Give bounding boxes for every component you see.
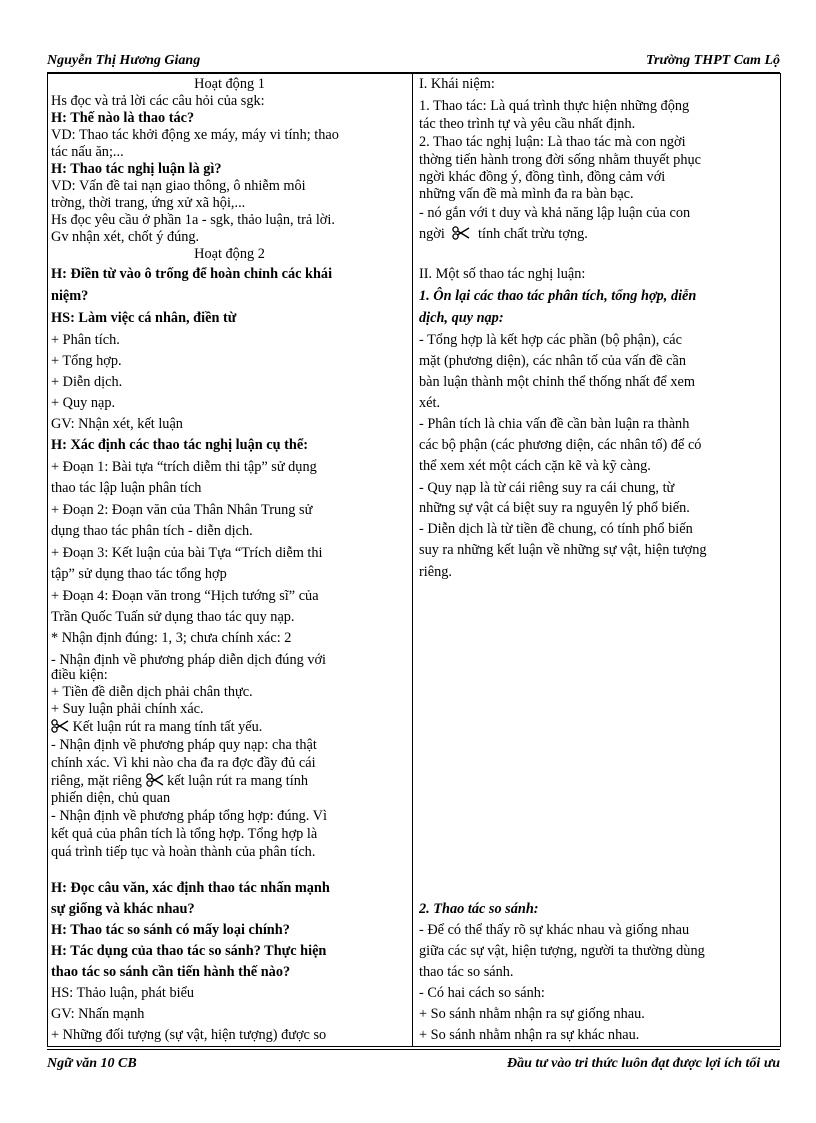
text-line: tập” sử dụng thao tác tổng hợp [51, 566, 227, 582]
footer-motto: Đầu tư vào tri thức luôn đạt được lợi ích tối ưu [507, 1056, 780, 1071]
text-line: + Đoạn 3: Kết luận của bài Tựa “Trích diễm thi [51, 545, 323, 561]
text-line: chính xác. Vì khi nào cha đa ra đợc đầy đủ cái [51, 755, 316, 771]
text-line: trờng, thời trang, ứng xử xã hội,... [51, 195, 246, 211]
column-divider [412, 74, 413, 1046]
text-line: - Nhận định về phương pháp quy nạp: cha thật [51, 737, 317, 753]
page-header [47, 53, 780, 71]
text-line: phiến diện, chủ quan [51, 790, 171, 806]
text-fragment: kết luận rút ra mang tính [167, 773, 309, 789]
subsection-heading: dịch, quy nạp: [419, 310, 504, 326]
footer-rule [47, 1049, 780, 1050]
question-line: H: Đọc câu văn, xác định thao tác nhấn mạnh [51, 880, 330, 896]
text-line: + Tổng hợp. [51, 353, 122, 369]
question-line: H: Thao tác so sánh có mấy loại chính? [51, 922, 290, 938]
page-footer [47, 1056, 780, 1074]
text-line: bàn luận thành một chỉnh thể thống nhất để xem [419, 374, 695, 390]
text-line: VD: Thao tác khởi động xe máy, máy vi tính; thao [51, 127, 339, 143]
text-line [419, 226, 777, 243]
footer-subject: Ngữ văn 10 CB [47, 1056, 137, 1071]
text-line [51, 719, 408, 736]
text-line: thao tác lập luận phân tích [51, 480, 202, 496]
question-line: HS: Làm việc cá nhân, điền từ [51, 310, 237, 326]
text-line: mặt (phương diện), các nhân tố của vấn đề cần [419, 353, 686, 369]
lesson-table [47, 73, 781, 1047]
question-line: thao tác so sánh cần tiến hành thế nào? [51, 964, 291, 980]
section-heading: I. Khái niệm: [419, 76, 495, 92]
activity-1-title: Hoạt động 1 [194, 76, 265, 92]
text-line: - Phân tích là chia vấn đề cần bàn luận ra thành [419, 416, 690, 432]
text-line: + Những đối tượng (sự vật, hiện tượng) được so [51, 1027, 327, 1043]
text-line: + Quy nạp. [51, 395, 116, 411]
text-line: - Diễn dịch là từ tiền đề chung, có tính phổ biến [419, 521, 693, 537]
subsection-heading: 2. Thao tác so sánh: [419, 901, 539, 917]
text-line: những vấn đề mà mình đa ra bàn bạc. [419, 186, 634, 202]
content-column [419, 74, 777, 1046]
text-line: VD: Vấn đề tai nạn giao thông, ô nhiễm môi [51, 178, 306, 194]
question-line: H: Thế nào là thao tác? [51, 110, 195, 126]
text-line: tác nấu ăn;... [51, 144, 124, 160]
text-line: + Diễn dịch. [51, 374, 123, 390]
text-line: Hs đọc yêu cầu ở phần 1a - sgk, thảo luận, trả lời. [51, 212, 335, 228]
text-line: 2. Thao tác nghị luận: Là thao tác mà con ngời [419, 134, 686, 150]
text-line: + Đoạn 1: Bài tựa “trích diễm thi tập” sử dụng [51, 459, 317, 475]
section-heading: II. Một số thao tác nghị luận: [419, 266, 586, 282]
scissors-icon [146, 773, 164, 787]
text-line: + Suy luận phải chính xác. [51, 701, 204, 717]
text-line: riêng. [419, 564, 452, 580]
text-fragment: ngời [419, 226, 445, 242]
question-line: niệm? [51, 288, 89, 304]
text-line: giữa các sự vật, hiện tượng, người ta thường dùng [419, 943, 705, 959]
text-line: - Nhận định về phương pháp tổng hợp: đúng. Vì [51, 808, 327, 824]
text-line: Trần Quốc Tuấn sử dụng thao tác quy nạp. [51, 609, 295, 625]
text-line: - Nhận định về phương pháp diễn dịch đúng với [51, 652, 327, 668]
text-line: Hs đọc và trả lời các câu hỏi của sgk: [51, 93, 265, 109]
question-line: H: Thao tác nghị luận là gì? [51, 161, 222, 177]
subsection-heading: 1. Ôn lại các thao tác phân tích, tổng hợp, diễn [419, 288, 697, 304]
text-line: GV: Nhấn mạnh [51, 1006, 145, 1022]
text-line: * Nhận định đúng: 1, 3; chưa chính xác: 2 [51, 630, 292, 646]
text-line: 1. Thao tác: Là quá trình thực hiện những động [419, 98, 690, 114]
conclusion-text: Kết luận rút ra mang tính tất yếu. [72, 719, 263, 735]
text-line: thể xem xét một cách cặn kẽ và kỹ càng. [419, 458, 651, 474]
text-line: + Đoạn 4: Đoạn văn trong “Hịch tướng sĩ” của [51, 588, 319, 604]
text-line: kết quả của phân tích là tổng hợp. Tổng hợp là [51, 826, 318, 842]
text-line: ngời khác đồng ý, đồng tình, đồng cảm với [419, 169, 666, 185]
question-line: H: Tác dụng của thao tác so sánh? Thực hiện [51, 943, 327, 959]
activity-2-title: Hoạt động 2 [194, 246, 265, 262]
text-line: HS: Thảo luận, phát biểu [51, 985, 195, 1001]
text-line: điều kiện: [51, 667, 108, 683]
text-fragment: riêng, mặt riêng [51, 773, 142, 789]
scissors-icon [452, 226, 470, 240]
text-line: suy ra những kết luận về những sự vật, hiện tượng [419, 542, 707, 558]
text-line: - Có hai cách so sánh: [419, 985, 545, 1001]
text-line [51, 773, 408, 790]
text-fragment: tính chất trừu tợng. [478, 226, 588, 242]
text-line: - nó gắn với t duy và khả năng lập luận của con [419, 205, 691, 221]
text-line: tác theo trình tự và yêu cầu nhất định. [419, 116, 636, 132]
header-school: Trường THPT Cam Lộ [646, 53, 780, 68]
text-line: dụng thao tác phân tích - diễn dịch. [51, 523, 253, 539]
text-line: GV: Nhận xét, kết luận [51, 416, 183, 432]
text-line: thờng tiến hành trong đời sống nhằm thuyết phục [419, 152, 701, 168]
question-line: H: Xác định các thao tác nghị luận cụ thể: [51, 437, 308, 453]
text-line: xét. [419, 395, 441, 411]
text-line: + Đoạn 2: Đoạn văn của Thân Nhân Trung sử [51, 502, 313, 518]
scissors-icon [51, 719, 69, 733]
text-line: + So sánh nhằm nhận ra sự khác nhau. [419, 1027, 640, 1043]
activities-column [51, 74, 408, 1046]
text-line: Gv nhận xét, chốt ý đúng. [51, 229, 200, 245]
text-line: các bộ phận (các phương diện, các nhân tố) để có [419, 437, 702, 453]
text-line: quá trình tiếp tục và hoàn thành của phân tích. [51, 844, 316, 860]
text-line: - Tổng hợp là kết hợp các phần (bộ phận), các [419, 332, 682, 348]
text-line: + Phân tích. [51, 332, 120, 348]
text-line: + So sánh nhằm nhận ra sự giống nhau. [419, 1006, 645, 1022]
text-line: + Tiền đề diễn dịch phải chân thực. [51, 684, 253, 700]
text-line: thao tác so sánh. [419, 964, 514, 980]
text-line: - Quy nạp là từ cái riêng suy ra cái chung, từ [419, 480, 675, 496]
question-line: H: Điền từ vào ô trống để hoàn chỉnh các khái [51, 266, 333, 282]
header-author: Nguyễn Thị Hương Giang [47, 53, 201, 68]
text-line: - Để có thể thấy rõ sự khác nhau và giống nhau [419, 922, 690, 938]
text-line: những sự vật cá biệt suy ra nguyên lý phổ biến. [419, 500, 690, 516]
question-line: sự giống và khác nhau? [51, 901, 195, 917]
